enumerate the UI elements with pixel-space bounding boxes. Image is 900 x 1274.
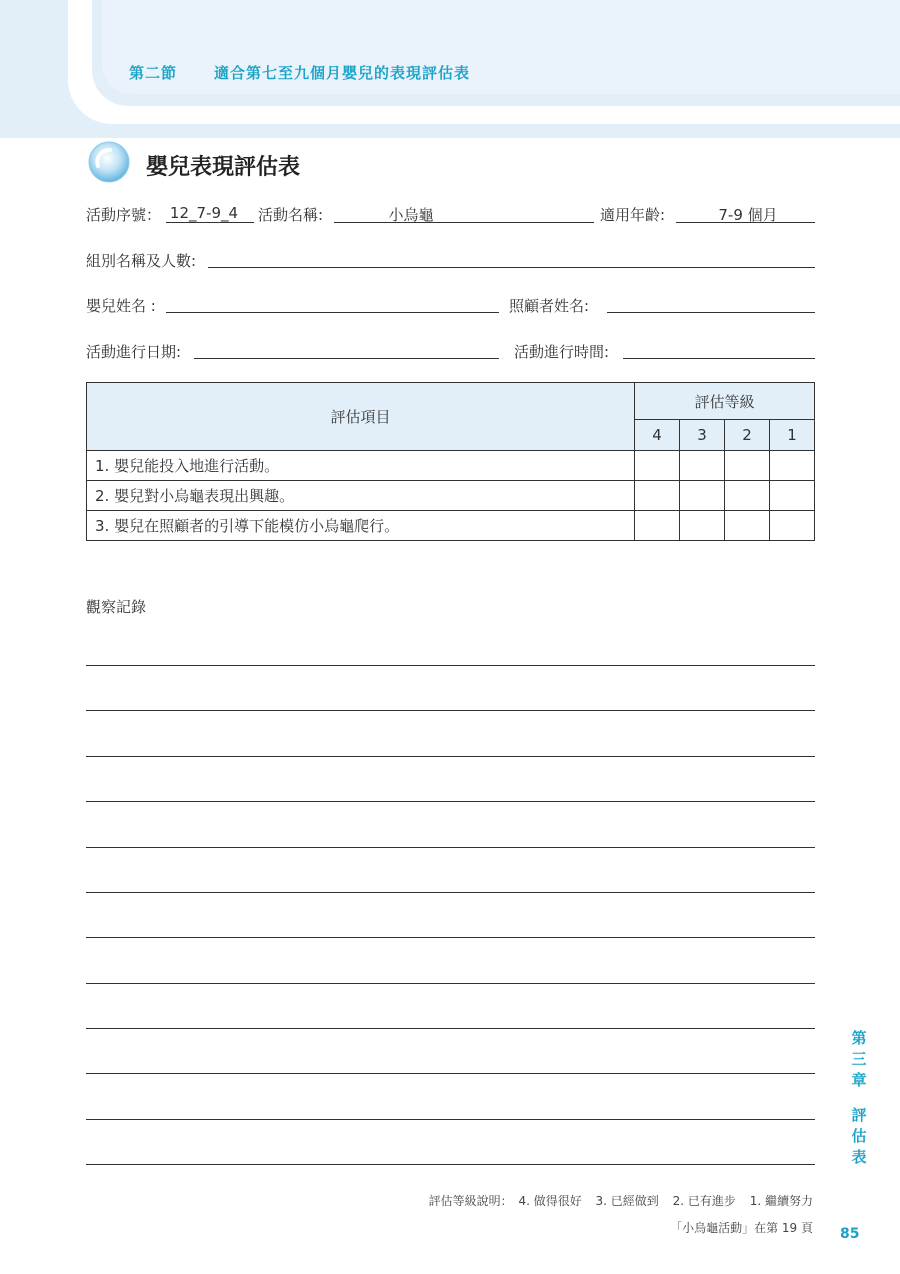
grade-cell[interactable] bbox=[770, 481, 815, 511]
observation-line[interactable] bbox=[86, 847, 815, 848]
table-row bbox=[87, 451, 815, 481]
legend-title: 評估等級說明： bbox=[428, 1194, 513, 1208]
legend-item: 4. 做得很好 bbox=[518, 1194, 582, 1208]
observation-line[interactable] bbox=[86, 892, 815, 893]
legend-item: 2. 已有進步 bbox=[672, 1194, 736, 1208]
observation-line[interactable] bbox=[86, 801, 815, 802]
grade-cell[interactable] bbox=[725, 481, 770, 511]
baby-name-label: 嬰兒姓名 : bbox=[86, 297, 156, 315]
baby-name-line[interactable] bbox=[166, 312, 499, 313]
observation-line[interactable] bbox=[86, 1028, 815, 1029]
time-line[interactable] bbox=[623, 358, 815, 359]
activity-reference: 「小烏龜活動」在第 19 頁 bbox=[670, 1221, 813, 1235]
grade-cell[interactable] bbox=[770, 451, 815, 481]
page-number: 85 bbox=[840, 1226, 860, 1242]
table-row bbox=[87, 481, 815, 511]
observation-line[interactable] bbox=[86, 1073, 815, 1074]
bubble-icon bbox=[88, 141, 130, 183]
observation-line[interactable] bbox=[86, 1164, 815, 1165]
row-item-label: 3. 嬰兒在照顧者的引導下能模仿小烏龜爬行。 bbox=[87, 511, 635, 541]
observation-line[interactable] bbox=[86, 983, 815, 984]
grade-3-header: 3 bbox=[680, 420, 725, 451]
grade-cell[interactable] bbox=[635, 451, 680, 481]
grade-cell[interactable] bbox=[725, 511, 770, 541]
age-value: 7-9 個月 bbox=[718, 206, 778, 224]
grade-cell[interactable] bbox=[635, 511, 680, 541]
grade-cell[interactable] bbox=[725, 451, 770, 481]
activity-no-label: 活動序號： bbox=[86, 206, 162, 224]
observation-line[interactable] bbox=[86, 756, 815, 757]
section-label: 第二節 bbox=[129, 64, 178, 82]
chapter-side-label bbox=[850, 1028, 868, 1168]
grade-cell[interactable] bbox=[770, 511, 815, 541]
observation-label: 觀察記錄 bbox=[86, 598, 147, 616]
grade-legend bbox=[429, 1192, 813, 1209]
activity-name-value: 小烏龜 bbox=[388, 206, 434, 224]
observation-line[interactable] bbox=[86, 937, 815, 938]
section-title: 適合第七至九個月嬰兒的表現評估表 bbox=[214, 64, 471, 82]
grade-4-header: 4 bbox=[635, 420, 680, 451]
item-header: 評估項目 bbox=[87, 383, 635, 451]
group-label: 組別名稱及人數: bbox=[86, 252, 197, 270]
activity-no-value: 12_7-9_4 bbox=[169, 204, 239, 222]
grade-cell[interactable] bbox=[680, 511, 725, 541]
observation-line[interactable] bbox=[86, 1119, 815, 1120]
grade-header: 評估等級 bbox=[635, 383, 815, 420]
date-label: 活動進行日期: bbox=[86, 343, 182, 361]
caregiver-line[interactable] bbox=[607, 312, 815, 313]
row-item-label: 1. 嬰兒能投入地進行活動。 bbox=[87, 451, 635, 481]
legend-item: 3. 已經做到 bbox=[595, 1194, 659, 1208]
chapter-label: 第三章 bbox=[851, 1029, 867, 1089]
observation-line[interactable] bbox=[86, 665, 815, 666]
age-label: 適用年齡: bbox=[600, 206, 666, 224]
caregiver-label: 照顧者姓名: bbox=[509, 297, 590, 315]
evaluation-table bbox=[86, 382, 815, 541]
date-line[interactable] bbox=[194, 358, 499, 359]
legend-item: 1. 繼續努力 bbox=[749, 1194, 813, 1208]
group-line[interactable] bbox=[208, 267, 815, 268]
grade-cell[interactable] bbox=[680, 481, 725, 511]
activity-no-line bbox=[166, 222, 254, 223]
time-label: 活動進行時間: bbox=[514, 343, 610, 361]
grade-2-header: 2 bbox=[725, 420, 770, 451]
observation-line[interactable] bbox=[86, 710, 815, 711]
grade-cell[interactable] bbox=[635, 481, 680, 511]
form-title: 嬰兒表現評估表 bbox=[146, 155, 301, 180]
grade-cell[interactable] bbox=[680, 451, 725, 481]
grade-1-header: 1 bbox=[770, 420, 815, 451]
activity-name-label: 活動名稱: bbox=[258, 206, 324, 224]
row-item-label: 2. 嬰兒對小烏龜表現出興趣。 bbox=[87, 481, 635, 511]
chapter-topic: 評估表 bbox=[851, 1106, 867, 1166]
table-row bbox=[87, 511, 815, 541]
